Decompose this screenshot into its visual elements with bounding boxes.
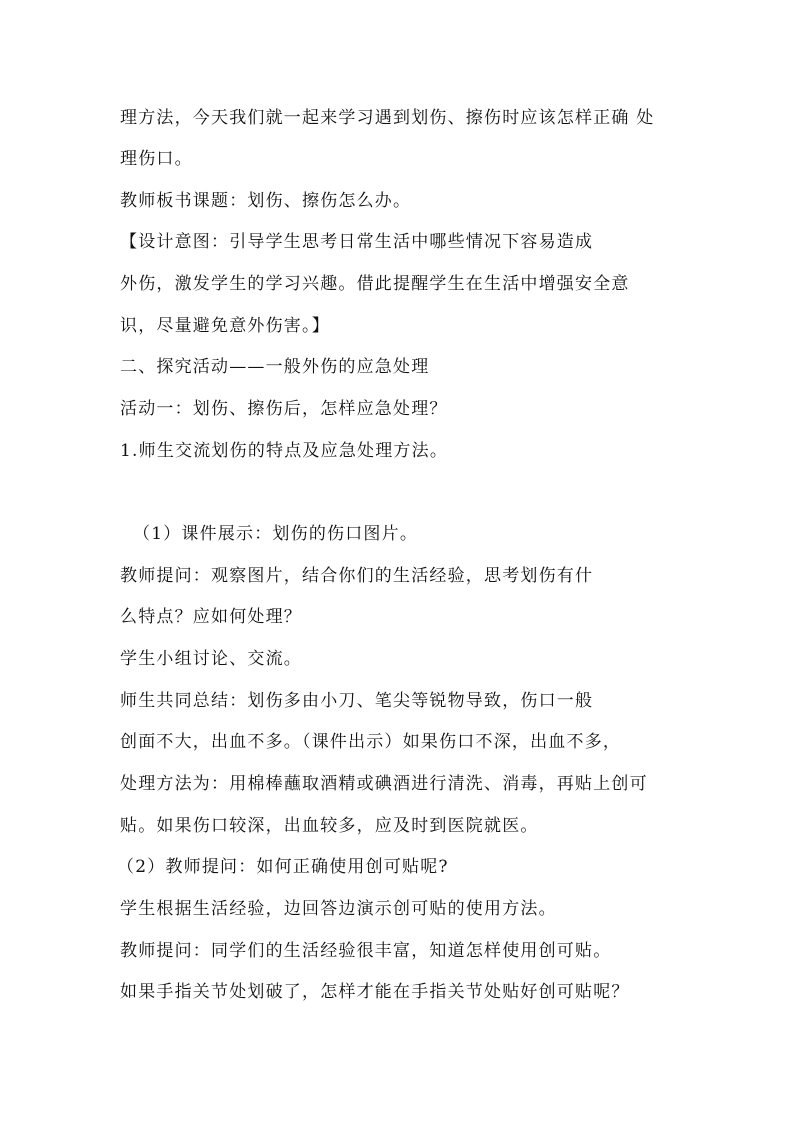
section-heading: 二、探究活动——一般外伤的应急处理: [120, 357, 430, 377]
paragraph-line: 理伤口。: [120, 149, 193, 169]
design-intent-line: 外伤，激发学生的学习兴趣。借此提醒学生在生活中增强安全意: [120, 274, 630, 294]
paragraph-line: 如果手指关节处划破了，怎样才能在手指关节处贴好创可贴呢？: [120, 982, 630, 1002]
design-intent-line: 识，尽量避免意外伤害。】: [120, 316, 330, 336]
paragraph-line: 处理方法为：用棉棒蘸取酒精或碘酒进行清洗、消毒，再贴上创可: [120, 774, 648, 794]
activity-heading: 活动一：划伤、擦伤后，怎样应急处理？: [120, 399, 448, 419]
paragraph-line: 教师提问：观察图片，结合你们的生活经验，思考划伤有什: [120, 566, 594, 586]
paragraph-line: 学生小组讨论、交流。: [120, 649, 302, 669]
numbered-item: 1.师生交流划伤的特点及应急处理方法。: [120, 441, 449, 461]
paragraph-line: 师生共同总结：划伤多由小刀、笔尖等锐物导致，伤口一般: [120, 691, 594, 711]
paragraph-line: 学生根据生活经验，边回答边演示创可贴的使用方法。: [120, 899, 557, 919]
paragraph-line: 教师板书课题：划伤、擦伤怎么办。: [120, 191, 412, 211]
design-intent-line: 【设计意图：引导学生思考日常生活中哪些情况下容易造成: [120, 232, 594, 252]
paragraph-line: 贴。如果伤口较深，出血较多，应及时到医院就医。: [120, 816, 539, 836]
paragraph-line: 教师提问：同学们的生活经验很丰富，知道怎样使用创可贴。: [120, 941, 612, 961]
sub-item: （1）课件展示：划伤的伤口图片。: [133, 524, 419, 544]
sub-item: （2）教师提问：如何正确使用创可贴呢?: [117, 857, 449, 877]
paragraph-line: 么特点？应如何处理？: [120, 607, 302, 627]
paragraph-line: 创面不大，出血不多。（课件出示）如果伤口不深，出血不多，: [120, 732, 622, 752]
paragraph-line: 理方法，今天我们就一起来学习遇到划伤、擦伤时应该怎样正确 处: [120, 108, 655, 128]
